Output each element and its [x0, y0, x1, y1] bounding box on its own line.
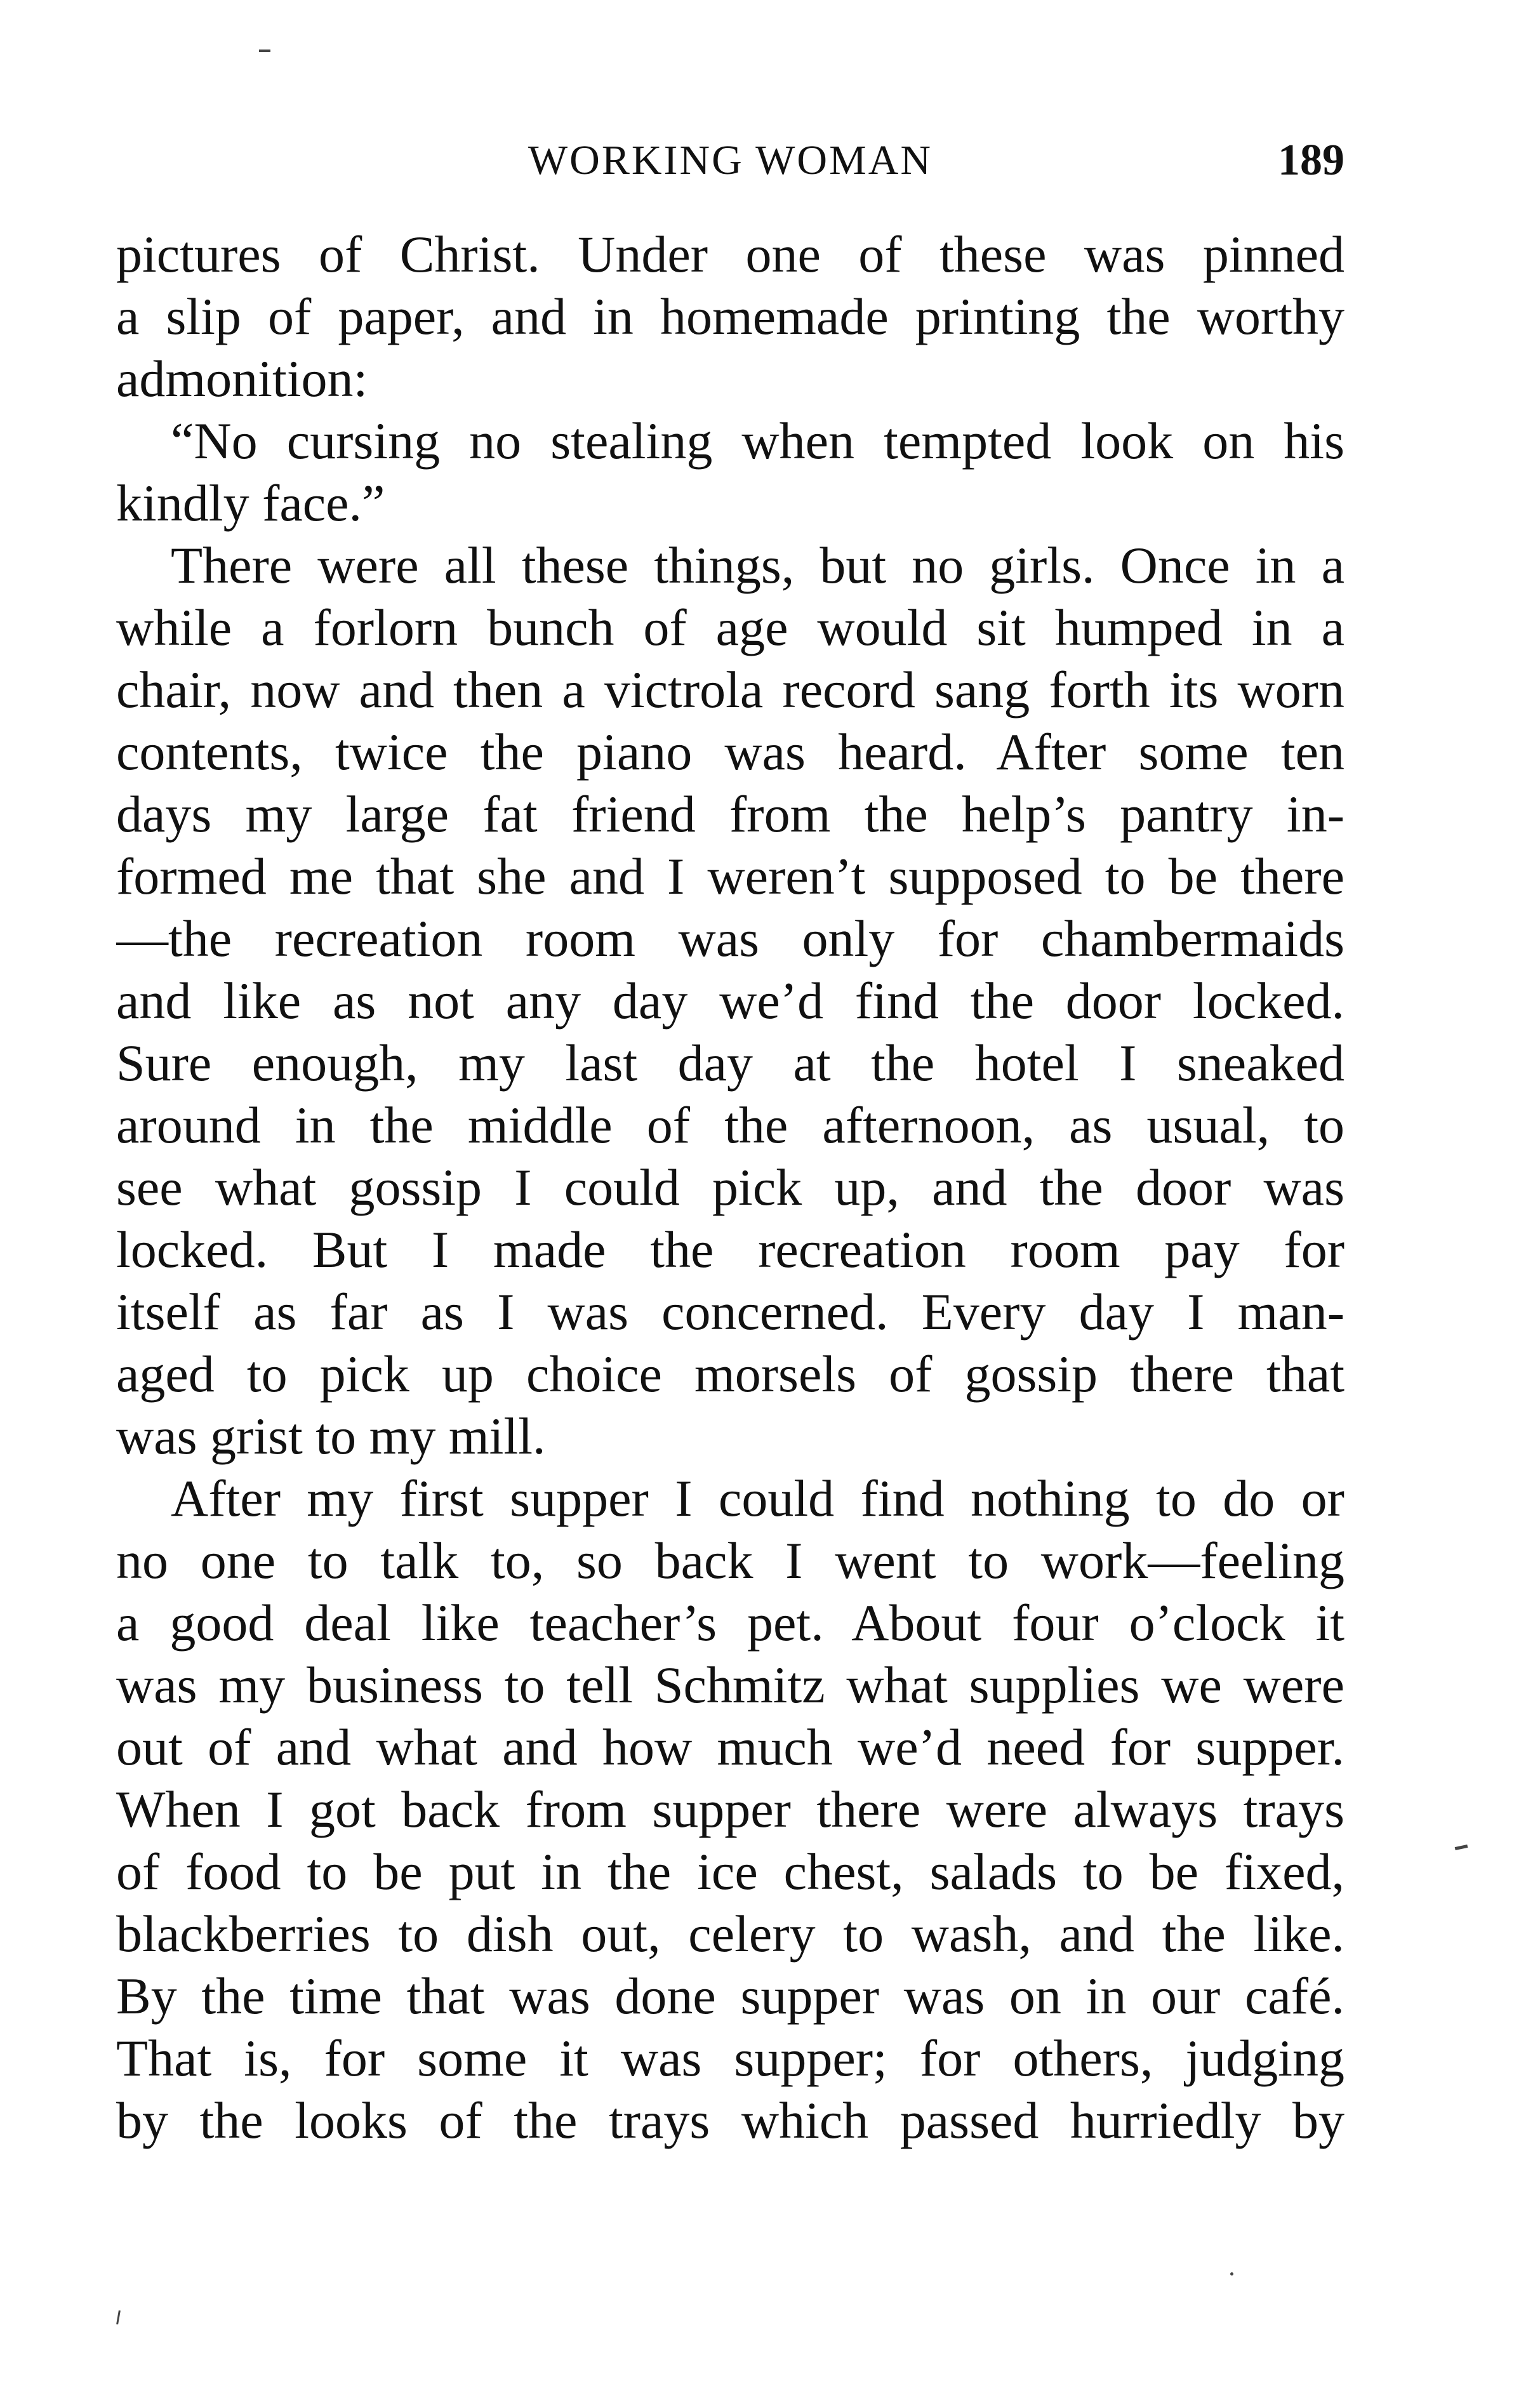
- scan-speck: [259, 50, 270, 52]
- scan-speck: [1455, 1845, 1468, 1850]
- text-line: pictures of Christ. Under one of these was pinned: [116, 225, 1344, 283]
- text-line: and like as not any day we’d find the door locked.: [116, 972, 1344, 1030]
- text-line: was my business to tell Schmitz what supplies we were: [116, 1656, 1344, 1714]
- text-line: That is, for some it was supper; for others, judging: [116, 2029, 1344, 2087]
- text-line: of food to be put in the ice chest, salads to be fixed,: [116, 1843, 1344, 1900]
- text-line: By the time that was done supper was on in our café.: [116, 1967, 1344, 2025]
- text-line: locked. But I made the recreation room pay for: [116, 1221, 1344, 1278]
- text-line: while a forlorn bunch of age would sit humped in a: [116, 599, 1344, 656]
- text-line: kindly face.”: [116, 474, 385, 532]
- text-line: a slip of paper, and in homemade printing the worthy: [116, 288, 1344, 345]
- scan-speck: [1230, 2272, 1233, 2276]
- text-line: around in the middle of the afternoon, as usual, to: [116, 1096, 1344, 1154]
- text-line: After my first supper I could find nothing to do or: [171, 1469, 1344, 1527]
- text-line: contents, twice the piano was heard. After some ten: [116, 723, 1344, 781]
- text-line: itself as far as I was concerned. Every day I man-: [116, 1283, 1344, 1341]
- text-line: aged to pick up choice morsels of gossip there that: [116, 1345, 1344, 1403]
- text-line: a good deal like teacher’s pet. About four o’clock it: [116, 1594, 1344, 1652]
- text-line: When I got back from supper there were always trays: [116, 1780, 1344, 1838]
- text-line: out of and what and how much we’d need for supper.: [116, 1718, 1344, 1776]
- page-number: 189: [1278, 136, 1344, 185]
- body-text: [116, 223, 1344, 2152]
- text-line: “No cursing no stealing when tempted look on his: [171, 412, 1344, 470]
- text-line: was grist to my mill.: [116, 1407, 546, 1465]
- text-line: blackberries to dish out, celery to wash, and the like.: [116, 1905, 1344, 1963]
- text-line: days my large fat friend from the help’s pantry in-: [116, 785, 1344, 843]
- scan-speck: [116, 2310, 121, 2324]
- text-line: see what gossip I could pick up, and the door was: [116, 1158, 1344, 1216]
- page-header: [116, 132, 1344, 189]
- text-line: formed me that she and I weren’t supposed to be there: [116, 847, 1344, 905]
- text-line: Sure enough, my last day at the hotel I sneaked: [116, 1034, 1344, 1092]
- running-title: WORKING WOMAN: [528, 137, 933, 183]
- text-line: no one to talk to, so back I went to work—feeling: [116, 1532, 1344, 1589]
- text-line: —the recreation room was only for chambermaids: [116, 910, 1344, 967]
- text-line: by the looks of the trays which passed hurriedly by: [116, 2091, 1344, 2149]
- text-line: chair, now and then a victrola record sang forth its worn: [116, 661, 1344, 719]
- text-line: admonition:: [116, 350, 368, 407]
- text-line: There were all these things, but no girls. Once in a: [171, 536, 1344, 594]
